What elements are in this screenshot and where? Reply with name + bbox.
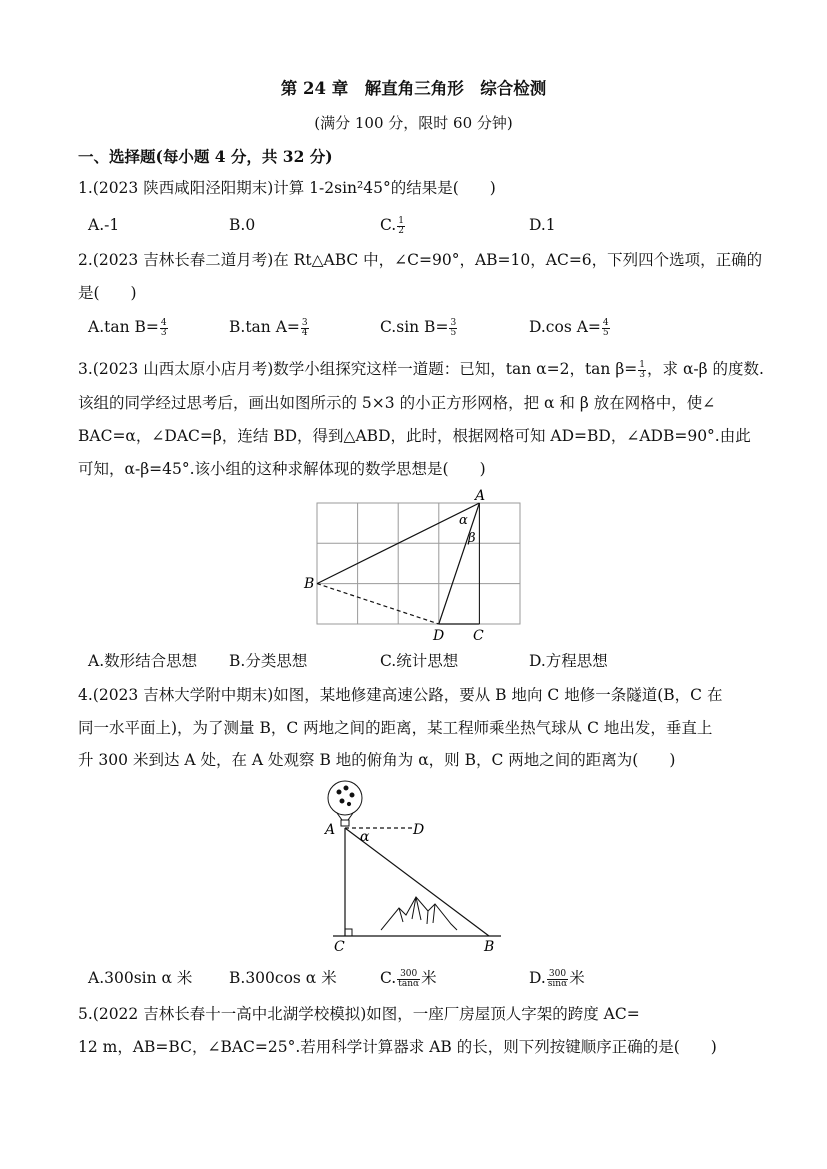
question-3-line-3: BAC=α，∠DAC=β，连结 BD，得到△ABD，此时，根据网格可知 AD=BD，∠ADB=90°.由此 (78, 427, 751, 445)
page-title: 第 24 章 解直角三角形 综合检测 (280, 79, 547, 98)
label-alpha: α (459, 513, 468, 528)
question-4-option-a: A.300sin α 米 (88, 969, 193, 987)
label-alpha: α (360, 829, 370, 845)
question-4-option-b: B.300cos α 米 (229, 969, 337, 987)
question-3-option-d: D.方程思想 (529, 652, 608, 670)
label-c: C (473, 628, 484, 644)
question-5-line-1: 5.(2022 吉林长春十一高中北湖学校模拟)如图，一座厂房屋顶人字架的跨度 AC= (78, 1005, 640, 1023)
question-1-option-b: B.0 (229, 216, 256, 234)
label-d: D (433, 628, 445, 644)
question-3-option-c: C.统计思想 (380, 652, 459, 670)
question-3-line-4: 可知，α-β=45°.该小组的这种求解体现的数学思想是( ) (78, 460, 486, 478)
label-b: B (304, 576, 315, 592)
question-4-line-3: 升 300 米到达 A 处，在 A 处观察 B 地的俯角为 α，则 B，C 两地之间的距离为( ) (78, 751, 676, 769)
question-2-line-1: 2.(2023 吉林长春二道月考)在 Rt△ABC 中，∠C=90°，AB=10，AC=6，下列四个选项，正确的 (78, 251, 763, 269)
question-3-line-2: 该组的同学经过思考后，画出如图所示的 5×3 的小正方形网格，把 α 和 β 放在网格中，使∠ (78, 394, 716, 412)
question-4-line-1: 4.(2023 吉林大学附中期末)如图，某地修建高速公路，要从 B 地向 C 地修一条隧道(B，C 在 (78, 686, 723, 704)
question-2-option-a: A.tan B= $\frac{4}{3}$ (88, 317, 167, 338)
question-5-line-2: 12 m，AB=BC，∠BAC=25°.若用科学计算器求 AB 的长，则下列按键顺序正确的是( ) (78, 1038, 717, 1056)
question-3-grid-figure (300, 486, 530, 646)
label-beta: β (468, 531, 476, 546)
question-4-balloon-figure (315, 778, 515, 958)
question-1-option-c: C. $\frac{1}{2}$ (380, 215, 404, 236)
section-heading: 一、选择题(每小题 4 分，共 32 分) (78, 147, 333, 166)
question-1-option-a: A.-1 (88, 216, 120, 234)
grid-lines (317, 503, 520, 624)
question-3-option-b: B.分类思想 (229, 652, 308, 670)
question-2-line-2: 是( ) (78, 284, 137, 302)
label-d: D (413, 822, 425, 838)
question-2-option-d: D.cos A= $\frac{4}{5}$ (529, 317, 609, 338)
question-2-option-b: B.tan A= $\frac{3}{4}$ (229, 317, 308, 338)
label-c: C (334, 939, 345, 955)
question-3-option-a: A.数形结合思想 (88, 652, 198, 670)
label-a: A (475, 488, 486, 504)
question-1-option-d: D.1 (529, 216, 556, 234)
fraction: $\frac{1}{2}$ (398, 215, 404, 236)
question-4-option-c: C. $\frac{300}{\tan\alpha}$ 米 (380, 968, 437, 989)
mountains-icon (381, 897, 457, 930)
question-2-option-c: C.sin B= $\frac{3}{5}$ (380, 317, 457, 338)
right-angle-mark (345, 929, 352, 936)
page-subtitle: (满分 100 分，限时 60 分钟) (314, 114, 513, 132)
question-4-line-2: 同一水平面上)，为了测量 B，C 两地之间的距离，某工程师乘坐热气球从 C 地出发，垂直上 (78, 719, 713, 737)
segment-bd (317, 584, 439, 624)
question-1-text: 1.(2023 陕西咸阳泾阳期末)计算 1-2sin²45°的结果是( ) (78, 179, 496, 197)
question-4-option-d: D. $\frac{300}{\sin\alpha}$ 米 (529, 968, 585, 989)
hot-air-balloon-icon (328, 781, 362, 826)
label-b: B (484, 939, 495, 955)
question-3-line-1: 3.(2023 山西太原小店月考)数学小组探究这样一道题：已知，tan α=2，tan β= $\frac{1}{3}$ ，求 α-β 的度数. (78, 359, 764, 380)
label-a: A (325, 822, 336, 838)
